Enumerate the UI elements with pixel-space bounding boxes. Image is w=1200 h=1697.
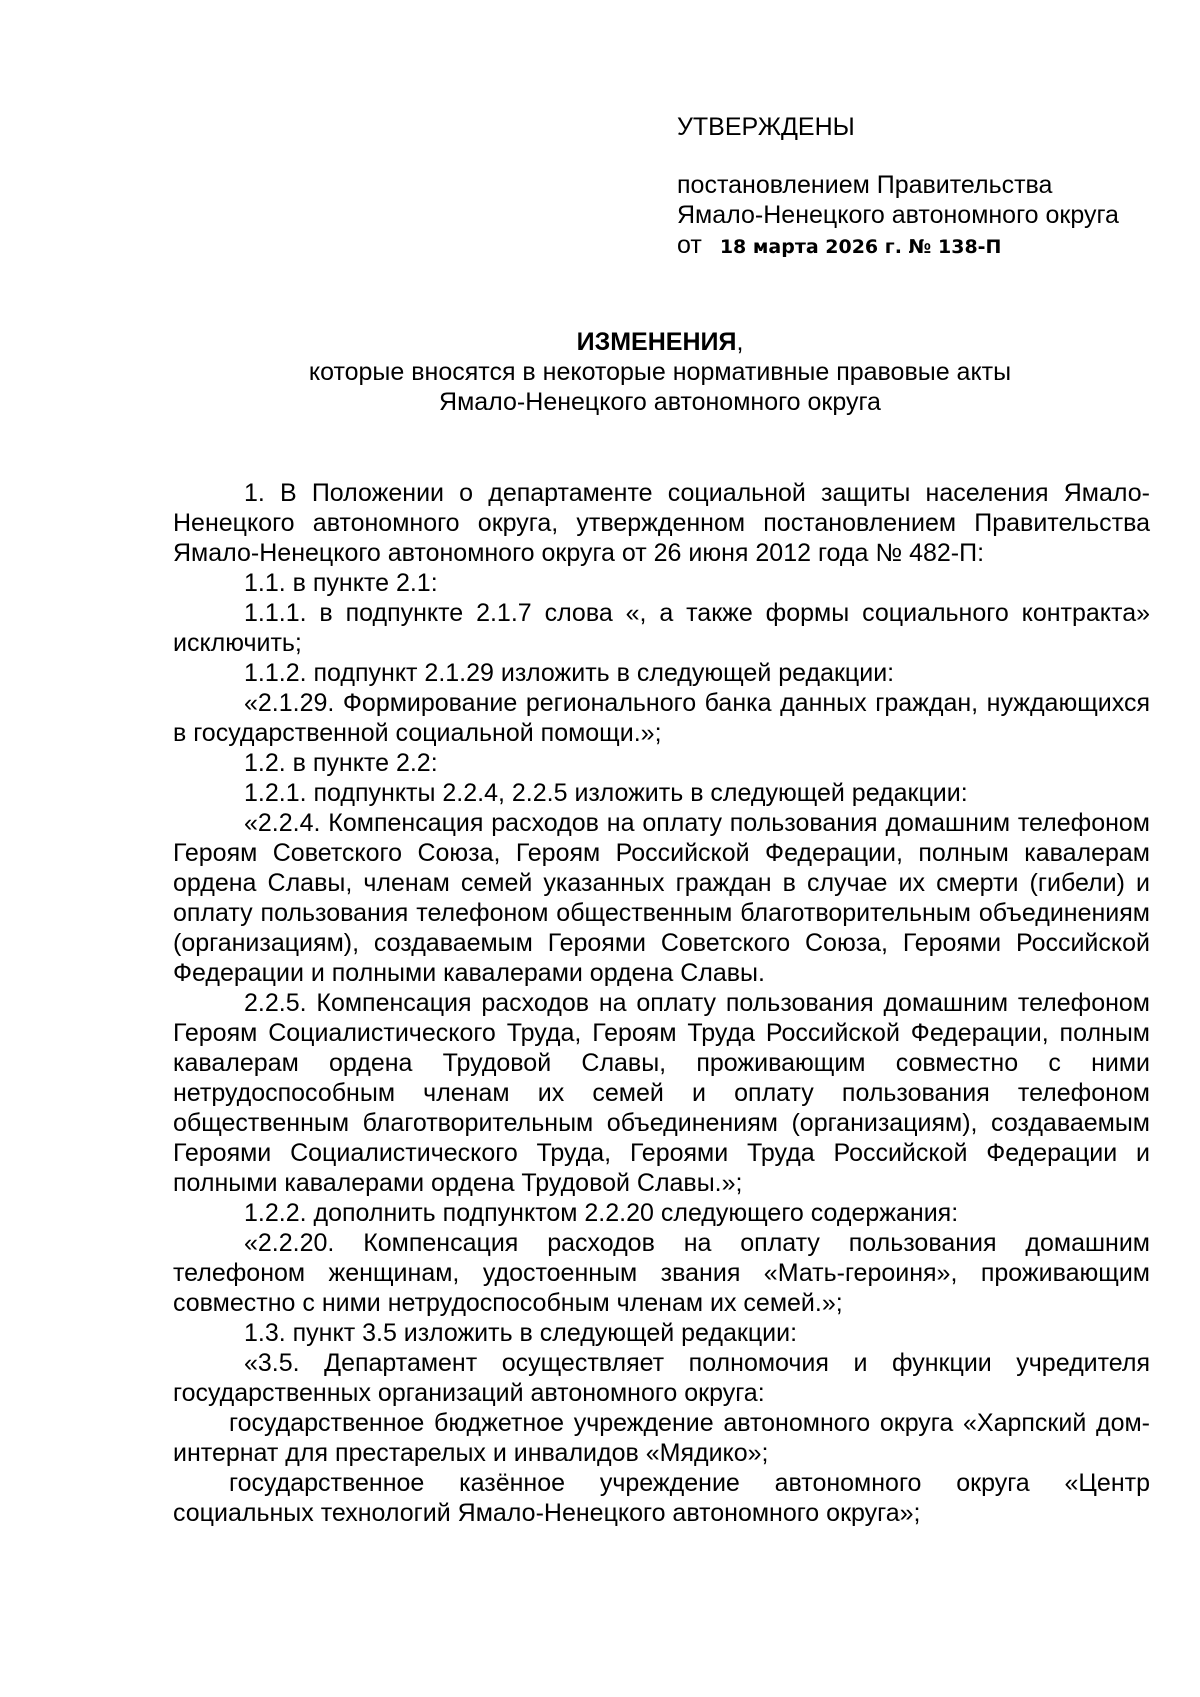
paragraph-1-2: 1.2. в пункте 2.2: (244, 749, 438, 777)
approval-title: УТВЕРЖДЕНЫ (677, 113, 855, 141)
paragraph-institution-2: государственное казённое учреждение автономного округа «Центр социальных технологий Ямало-Ненецкого автономного округа»; (173, 1469, 1150, 1527)
paragraph-1-2-2: 1.2.2. дополнить подпунктом 2.2.20 следующего содержания: (244, 1199, 959, 1227)
paragraph-quote-2-2-20: «2.2.20. Компенсация расходов на оплату пользования домашним телефоном женщинам, удостоенным звания «Мать-героиня», проживающим совместно с ними нетрудоспособным членам их семей.»; (173, 1229, 1150, 1317)
heading-title-suffix: , (736, 328, 744, 356)
approval-block (677, 112, 1157, 262)
decree-number: 18 марта 2026 г. № 138-П (719, 236, 1002, 258)
document-body (173, 478, 1150, 1528)
paragraph-1: 1. В Положении о департаменте социальной защиты населения Ямало-Ненецкого автономного округа, утвержденном постановлением Правительства Ямало-Ненецкого автономного округа от 26 июня 2012 года № 482-П: (173, 479, 1150, 567)
paragraph-quote-2-1-29: «2.1.29. Формирование регионального банка данных граждан, нуждающихся в государственной социальной помощи.»; (173, 689, 1150, 747)
paragraph-quote-2-2-5: 2.2.5. Компенсация расходов на оплату пользования домашним телефоном Героям Социалистического Труда, Героям Труда Российской Федерации, полным кавалерам ордена Трудовой Славы, проживающим совместно с ними нетрудоспособным членам их семей и оплату пользования телефоном общественным благотворительным объединениям (организациям), создаваемым Героями Социалистического Труда, Героями Труда Российской Федерации и полными кавалерами ордена Трудовой Славы.»; (173, 989, 1150, 1197)
paragraph-1-1: 1.1. в пункте 2.1: (244, 569, 438, 597)
paragraph-1-3: 1.3. пункт 3.5 изложить в следующей редакции: (244, 1319, 798, 1347)
paragraph-quote-3-5: «3.5. Департамент осуществляет полномочия и функции учредителя государственных организаций автономного округа: (173, 1349, 1150, 1407)
paragraph-quote-2-2-4: «2.2.4. Компенсация расходов на оплату пользования домашним телефоном Героям Советского Союза, Героям Российской Федерации, полным кавалерам ордена Славы, членам семей указанных граждан в случае их смерти (гибели) и оплату пользования телефоном общественным благотворительным объединениям (организациям), создаваемым Героями Советского Союза, Героями Российской Федерации и полными кавалерами ордена Славы. (173, 809, 1150, 987)
approval-line-1: постановлением Правительства (677, 171, 1053, 199)
heading-title-line (170, 327, 1150, 357)
heading-title: ИЗМЕНЕНИЯ (576, 328, 737, 356)
approval-line-2: Ямало-Ненецкого автономного округа (677, 201, 1119, 229)
paragraph-1-1-2: 1.1.2. подпункт 2.1.29 изложить в следующей редакции: (244, 659, 895, 687)
document-heading (170, 327, 1150, 417)
decree-from-label: от (677, 231, 702, 259)
paragraph-institution-1: государственное бюджетное учреждение автономного округа «Харпский дом-интернат для престарелых и инвалидов «Мядико»; (173, 1409, 1150, 1467)
decree-reference (677, 230, 1157, 262)
heading-subtitle-line-1: которые вносятся в некоторые нормативные правовые акты (308, 358, 1012, 386)
paragraph-1-1-1: 1.1.1. в подпункте 2.1.7 слова «, а также формы социального контракта» исключить; (173, 599, 1150, 657)
heading-subtitle-line-2: Ямало-Ненецкого автономного округа (439, 388, 881, 416)
paragraph-1-2-1: 1.2.1. подпункты 2.2.4, 2.2.5 изложить в следующей редакции: (244, 779, 968, 807)
